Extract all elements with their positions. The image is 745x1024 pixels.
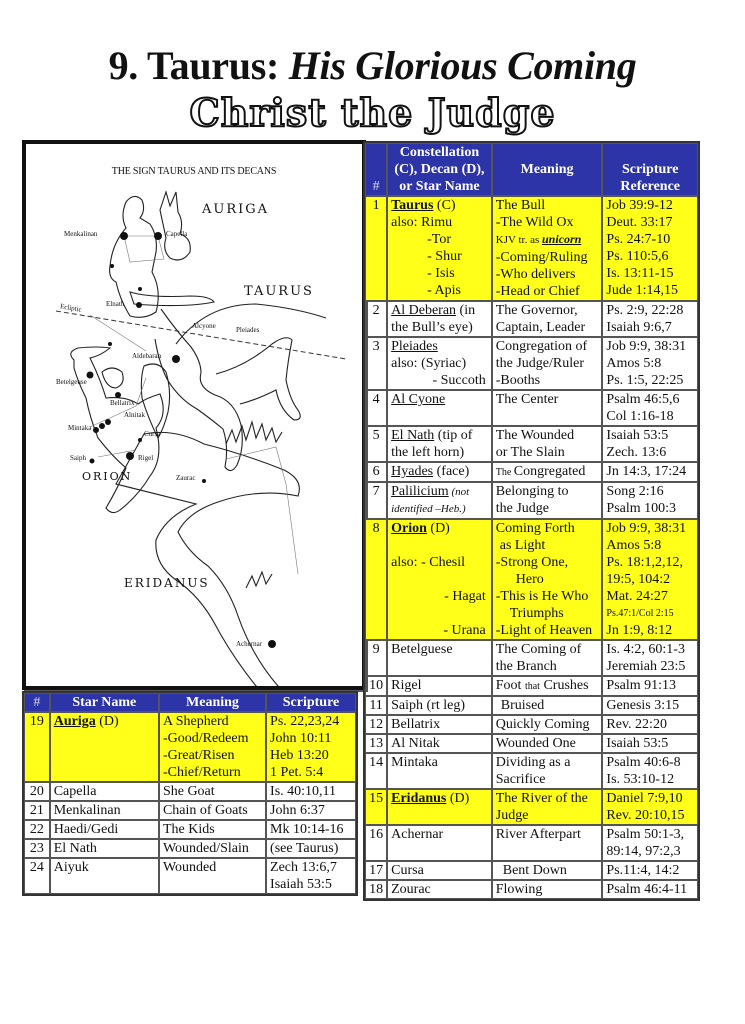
star-alcyone: Alcyone xyxy=(192,322,216,330)
table-row: 13 Al Nitak Wounded One Isaiah 53:5 xyxy=(365,734,698,753)
star-betelgeuse: Betelgeuse xyxy=(56,378,87,386)
table-header-row xyxy=(24,693,356,712)
table-row: 16 Achernar River Afterpart Psalm 50:1-3, 89:14, 97:2,3 xyxy=(365,825,698,861)
constellation-illustration xyxy=(26,144,362,686)
table-row xyxy=(365,196,698,301)
table-row: 7 Palilicium (not identified –Heb.) Belonging to the Judge Song 2:16 Psalm 100:3 xyxy=(365,482,698,519)
row-meaning: The Bull -The Wild Ox KJV tr. as unicorn -Coming/Ruling -Who delivers -Head or Chief xyxy=(492,196,603,301)
label-eridanus: ERIDANUS xyxy=(124,576,210,590)
row-scripture: Job 39:9-12 Deut. 33:17 Ps. 24:7-10 Ps. 110:5,6 Is. 13:11-15 Jude 1:14,15 xyxy=(602,196,698,301)
row-num: 1 xyxy=(365,196,387,301)
table-row: 11 Saiph (rt leg) Bruised Genesis 3:15 xyxy=(365,696,698,715)
title-prefix: 9. Taurus: xyxy=(108,43,289,88)
col-header-name: Constellation (C), Decan (D), or Star Name xyxy=(387,143,492,196)
col-header-num: # xyxy=(24,693,50,712)
table-row: 19 Auriga (D) A Shepherd -Good/Redeem -Great/Risen -Chief/Return Ps. 22,23,24 John 10:11 Heb 13:20 1 Pet. 5:4 xyxy=(24,712,356,782)
table-row: 14 Mintaka Dividing as a Sacrifice Psalm 40:6-8 Is. 53:10-12 xyxy=(365,753,698,789)
page-subtitle: Christ the Judge xyxy=(189,90,556,135)
label-pleiades: Pleiades xyxy=(236,326,260,334)
map-title: THE SIGN TAURUS AND ITS DECANS xyxy=(111,166,277,177)
col-header-scripture: Scripture Reference xyxy=(602,143,698,196)
table-row: 8 Orion (D) also: - Chesil - Hagat - Urana Coming Forth as Light -Strong One, Hero -This is He Who Triumphs -Light of Heaven Job 9:9, 38:31 Amos 5:8 Ps. 18:1,2,12, 19:5, 104:2 Mat. 24:27 Ps.47:1/Col 2:15 Jn 1:9, 8:12 xyxy=(365,519,698,640)
table-row: 23 El Nath Wounded/Slain (see Taurus) xyxy=(24,839,356,858)
page-title xyxy=(0,40,745,92)
col-header-scripture: Scripture xyxy=(266,693,356,712)
star-saiph: Saiph xyxy=(70,454,86,462)
label-auriga: AURIGA xyxy=(202,202,270,217)
star-aldebaran: Aldebaran xyxy=(132,352,162,360)
table-row: 4 Al Cyone The Center Psalm 46:5,6 Col 1:16-18 xyxy=(365,390,698,426)
title-italic: His Glorious Coming xyxy=(288,43,637,88)
table-row: 9 Betelguese The Coming of the Branch Is. 4:2, 60:1-3 Jeremiah 23:5 xyxy=(365,640,698,676)
table-row: 6 Hyades (face) The Congregated Jn 14:3, 17:24 xyxy=(365,462,698,482)
table-row: 22 Haedi/Gedi The Kids Mk 10:14-16 xyxy=(24,820,356,839)
table-row: 21 Menkalinan Chain of Goats John 6:37 xyxy=(24,801,356,820)
table-row: 10 Rigel Foot that Crushes Psalm 91:13 xyxy=(365,676,698,696)
table-row: 2 Al Deberan (in the Bull’s eye) The Governor, Captain, Leader Ps. 2:9, 22:28 Isaiah 9:6,7 xyxy=(365,301,698,337)
table-row: 18 Zourac Flowing Psalm 46:4-11 xyxy=(365,880,698,899)
star-elnath: Elnath xyxy=(106,300,125,308)
star-mintaka: Mintaka xyxy=(68,424,92,432)
table-row: 12 Bellatrix Quickly Coming Rev. 22:20 xyxy=(365,715,698,734)
col-header-meaning: Meaning xyxy=(159,693,266,712)
star-rigel: Rigel xyxy=(138,454,154,462)
table-header-row xyxy=(365,143,698,196)
auriga-table xyxy=(22,691,358,896)
label-taurus: TAURUS xyxy=(244,284,314,299)
table-row: 20 Capella She Goat Is. 40:10,11 xyxy=(24,782,356,801)
star-bellatrix: Bellatrix xyxy=(110,399,135,407)
col-header-name: Star Name xyxy=(50,693,159,712)
label-ecliptic: Ecliptic xyxy=(59,302,83,314)
star-map-figure xyxy=(22,140,366,690)
star-achernar: Achernar xyxy=(236,640,263,648)
star-alnitak: Alnitak xyxy=(124,411,145,419)
star-zaurac: Zaurac xyxy=(176,474,196,482)
table-row: 15 Eridanus (D) The River of the Judge Daniel 7:9,10 Rev. 20:10,15 xyxy=(365,789,698,825)
label-orion: ORION xyxy=(82,470,133,483)
star-capella: Capella xyxy=(166,230,188,238)
table-row: 5 El Nath (tip of the left horn) The Wounded or The Slain Isaiah 53:5 Zech. 13:6 xyxy=(365,426,698,462)
table-row: 17 Cursa Bent Down Ps.11:4, 14:2 xyxy=(365,861,698,880)
col-header-meaning: Meaning xyxy=(492,143,603,196)
star-cursa: Cursa xyxy=(144,430,161,438)
table-row: 3 Pleiades also: (Syriac) - Succoth Congregation of the Judge/Ruler -Booths Job 9:9, 38:31 Amos 5:8 Ps. 1:5, 22:25 xyxy=(365,337,698,390)
constellation-table xyxy=(363,141,700,901)
table-row: 24 Aiyuk Wounded Zech 13:6,7 Isaiah 53:5 xyxy=(24,858,356,894)
star-menkalinan: Menkalinan xyxy=(64,230,98,238)
col-header-num: # xyxy=(365,143,387,196)
row-name: Taurus (C) also: Rimu -Tor - Shur - Isis - Apis xyxy=(387,196,492,301)
